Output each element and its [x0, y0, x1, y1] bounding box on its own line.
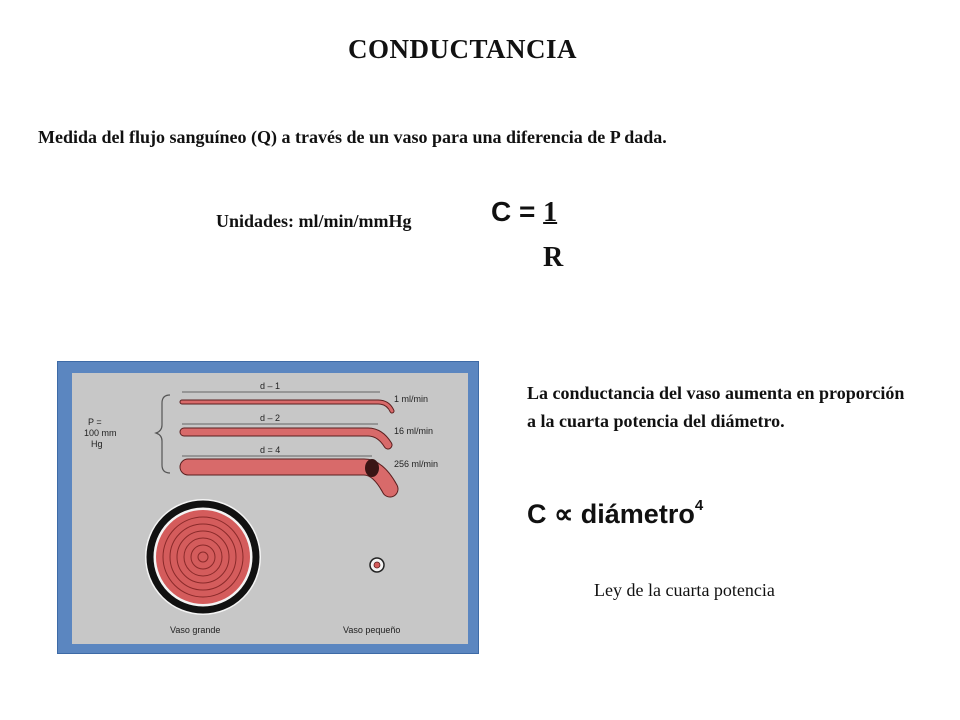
small-vessel-label: Vaso pequeño [343, 625, 401, 635]
explanation-text: La conductancia del vaso aumenta en proporción a la cuarta potencia del diámetro. [527, 383, 905, 431]
units-text: Unidades: ml/min/mmHg [216, 211, 412, 231]
law-caption: Ley de la cuarta potencia [594, 580, 775, 600]
pressure-label-line-2: 100 mm [84, 428, 117, 438]
formula-lhs: C = [491, 196, 544, 227]
pressure-label-line-3: Hg [91, 439, 103, 449]
vessel-diagram [72, 373, 468, 644]
vessel-3-d-label: d = 4 [260, 445, 281, 455]
conductance-formula [491, 198, 557, 227]
vessel-2-flow-label: 16 ml/min [394, 426, 434, 436]
proportion-formula [527, 497, 703, 530]
vessel-2-d-label: d – 2 [260, 413, 281, 423]
vessel-1-flow-label: 1 ml/min [394, 394, 429, 404]
large-vessel-cross-section [145, 499, 261, 615]
large-vessel-label: Vaso grande [170, 625, 221, 635]
vessel-3-flow-label: 256 ml/min [394, 459, 439, 469]
vessel-figure-panel [72, 373, 468, 644]
vessel-figure [57, 361, 479, 654]
pressure-label-line-1: P = [88, 417, 102, 427]
slide-title: CONDUCTANCIA [347, 34, 577, 64]
formula-numerator: 1 [543, 197, 558, 228]
brace-icon [156, 395, 170, 473]
small-vessel-cross-section [370, 558, 384, 572]
definition-text: Medida del flujo sanguíneo (Q) a través de un vaso para una diferencia de P dada. [38, 127, 667, 147]
formula-denominator: R [543, 242, 564, 273]
vessel-1-d-label: d – 1 [260, 381, 281, 391]
proportion-exponent: 4 [694, 497, 704, 514]
proportion-base: C ∝ diámetro [527, 499, 695, 529]
